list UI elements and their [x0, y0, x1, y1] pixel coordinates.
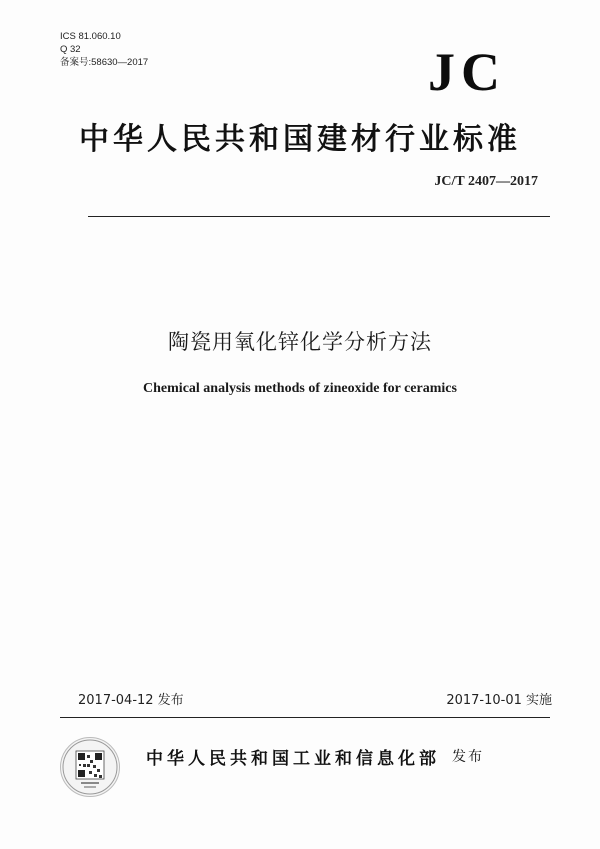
record-number: 备案号:58630—2017 [60, 57, 149, 68]
bottom-divider [60, 717, 550, 718]
implementation-date: 2017-10-01 实施 [446, 693, 552, 708]
standard-number-text: JC/T 2407—2017 [434, 174, 538, 189]
jc-logo: JC [428, 42, 506, 102]
classification-block [60, 30, 148, 69]
qr-code-seal [60, 737, 120, 797]
title-chinese: 陶瓷用氧化锌化学分析方法 [168, 330, 432, 354]
top-divider [88, 216, 550, 217]
title-english: Chemical analysis methods of zineoxide for ceramics [143, 381, 457, 396]
ccs-code: Q 32 [60, 44, 81, 55]
issue-date: 2017-04-12 发布 [78, 693, 184, 708]
standard-category: 中华人民共和国建材行业标准 [79, 122, 521, 157]
issuer-suffix: 发布 [452, 749, 484, 765]
issuing-authority: 中华人民共和国工业和信息化部 [146, 749, 440, 769]
qr-code-icon [61, 738, 119, 796]
ics-code: ICS 81.060.10 [60, 31, 121, 42]
standard-number [434, 174, 538, 190]
